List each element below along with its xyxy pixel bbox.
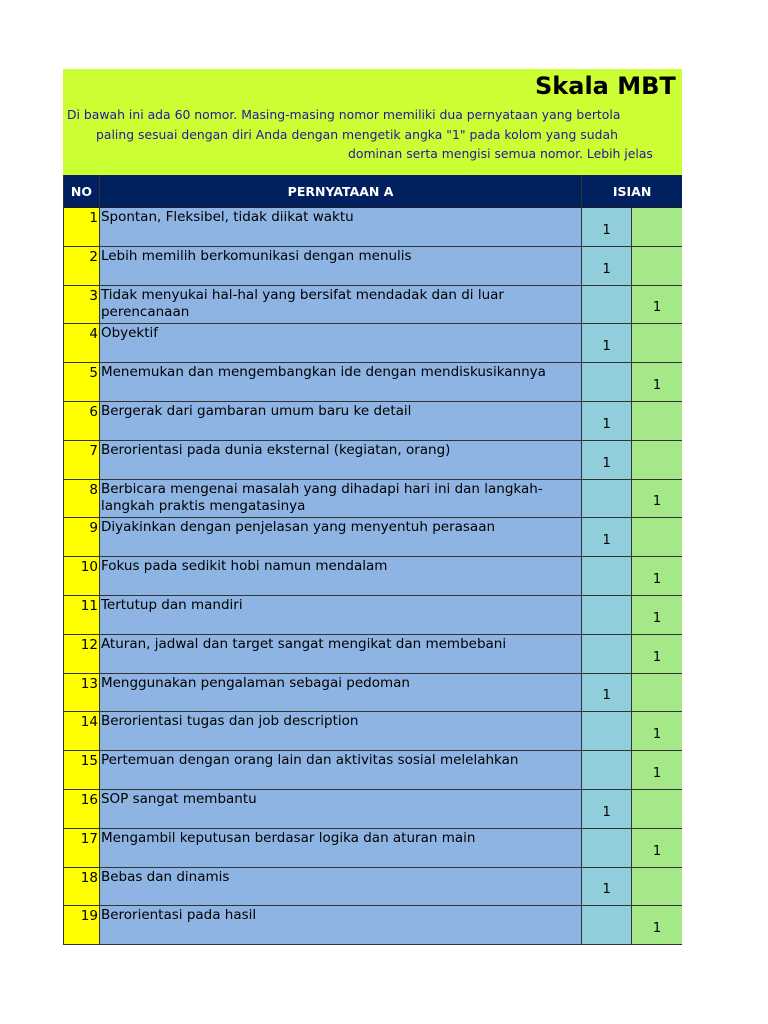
answer-a-cell[interactable]: 1 xyxy=(582,402,632,440)
statement-cell: Berbicara mengenai masalah yang dihadapi hari ini dan langkah-langkah praktis mengatasinya xyxy=(100,480,582,518)
answer-a-cell[interactable] xyxy=(582,712,632,750)
answer-b-cell[interactable]: 1 xyxy=(632,829,682,867)
answer-b-cell[interactable] xyxy=(632,441,682,479)
answer-b-cell[interactable] xyxy=(632,674,682,712)
answer-a-cell[interactable]: 1 xyxy=(582,247,632,285)
statement-cell: Aturan, jadwal dan target sangat mengikat dan membebani xyxy=(100,635,582,673)
table-row xyxy=(64,324,682,363)
answer-b-cell[interactable] xyxy=(632,518,682,556)
table-row xyxy=(64,208,682,247)
table-row xyxy=(64,363,682,402)
answer-b-cell[interactable]: 1 xyxy=(632,751,682,789)
row-number-cell: 16 xyxy=(64,790,100,828)
answer-a-cell[interactable] xyxy=(582,480,632,518)
statement-cell: Spontan, Fleksibel, tidak diikat waktu xyxy=(100,208,582,246)
row-number-cell: 1 xyxy=(64,208,100,246)
answer-a-cell[interactable]: 1 xyxy=(582,208,632,246)
answer-a-cell[interactable] xyxy=(582,363,632,401)
row-number-cell: 18 xyxy=(64,868,100,906)
answer-a-cell[interactable] xyxy=(582,751,632,789)
statement-cell: Mengambil keputusan berdasar logika dan aturan main xyxy=(100,829,582,867)
answer-a-cell[interactable] xyxy=(582,635,632,673)
table-row xyxy=(64,596,682,635)
sheet-header xyxy=(63,69,682,175)
statement-cell: Berorientasi pada dunia eksternal (kegiatan, orang) xyxy=(100,441,582,479)
table-row xyxy=(64,518,682,557)
answer-b-cell[interactable]: 1 xyxy=(632,712,682,750)
statement-cell: Bergerak dari gambaran umum baru ke detail xyxy=(100,402,582,440)
row-number-cell: 4 xyxy=(64,324,100,362)
answer-a-cell[interactable]: 1 xyxy=(582,441,632,479)
answer-a-cell[interactable]: 1 xyxy=(582,674,632,712)
answer-a-cell[interactable]: 1 xyxy=(582,790,632,828)
answer-a-cell[interactable]: 1 xyxy=(582,868,632,906)
answer-b-cell[interactable]: 1 xyxy=(632,480,682,518)
answer-b-cell[interactable] xyxy=(632,208,682,246)
statement-cell: Tidak menyukai hal-hal yang bersifat mendadak dan di luar perencanaan xyxy=(100,286,582,324)
answer-a-cell[interactable] xyxy=(582,829,632,867)
row-number-cell: 5 xyxy=(64,363,100,401)
statement-cell: Bebas dan dinamis xyxy=(100,868,582,906)
row-number-cell: 2 xyxy=(64,247,100,285)
col-header-statement: PERNYATAAN A xyxy=(100,175,582,207)
row-number-cell: 15 xyxy=(64,751,100,789)
table-row xyxy=(64,402,682,441)
answer-a-cell[interactable] xyxy=(582,557,632,595)
answer-b-cell[interactable]: 1 xyxy=(632,635,682,673)
table-row xyxy=(64,751,682,790)
table-row xyxy=(64,712,682,751)
statement-cell: Obyektif xyxy=(100,324,582,362)
statement-cell: Pertemuan dengan orang lain dan aktivitas sosial melelahkan xyxy=(100,751,582,789)
row-number-cell: 13 xyxy=(64,674,100,712)
instruction-line: dominan serta mengisi semua nomor. Lebih jelas xyxy=(348,146,653,161)
answer-a-cell[interactable] xyxy=(582,596,632,634)
row-number-cell: 14 xyxy=(64,712,100,750)
table-row xyxy=(64,480,682,519)
row-number-cell: 17 xyxy=(64,829,100,867)
table-row xyxy=(64,829,682,868)
row-number-cell: 3 xyxy=(64,286,100,324)
instruction-line: paling sesuai dengan diri Anda dengan mengetik angka "1" pada kolom yang sudah xyxy=(96,126,618,142)
answer-b-cell[interactable]: 1 xyxy=(632,286,682,324)
table-row xyxy=(64,868,682,907)
answer-b-cell[interactable] xyxy=(632,324,682,362)
row-number-cell: 10 xyxy=(64,557,100,595)
spreadsheet xyxy=(63,69,682,945)
table-row xyxy=(64,790,682,829)
table-row xyxy=(64,286,682,325)
answer-b-cell[interactable]: 1 xyxy=(632,596,682,634)
row-number-cell: 7 xyxy=(64,441,100,479)
answer-a-cell[interactable]: 1 xyxy=(582,518,632,556)
answer-b-cell[interactable]: 1 xyxy=(632,906,682,944)
answer-a-cell[interactable] xyxy=(582,906,632,944)
table-header-row xyxy=(64,175,682,208)
statement-cell: Lebih memilih berkomunikasi dengan menulis xyxy=(100,247,582,285)
answer-a-cell[interactable]: 1 xyxy=(582,324,632,362)
statement-cell: Berorientasi pada hasil xyxy=(100,906,582,944)
statement-cell: Menemukan dan mengembangkan ide dengan mendiskusikannya xyxy=(100,363,582,401)
table-row xyxy=(64,441,682,480)
table-row xyxy=(64,557,682,596)
row-number-cell: 12 xyxy=(64,635,100,673)
statement-cell: Menggunakan pengalaman sebagai pedoman xyxy=(100,674,582,712)
answer-b-cell[interactable] xyxy=(632,247,682,285)
table-row xyxy=(64,635,682,674)
answer-b-cell[interactable] xyxy=(632,868,682,906)
sheet-title: Skala MBT xyxy=(535,72,676,100)
statement-cell: Tertutup dan mandiri xyxy=(100,596,582,634)
statement-cell: Fokus pada sedikit hobi namun mendalam xyxy=(100,557,582,595)
instruction-line: Di bawah ini ada 60 nomor. Masing-masing nomor memiliki dua pernyataan yang bertola xyxy=(67,107,621,122)
statement-cell: Diyakinkan dengan penjelasan yang menyentuh perasaan xyxy=(100,518,582,556)
table-row xyxy=(64,906,682,945)
row-number-cell: 19 xyxy=(64,906,100,944)
row-number-cell: 11 xyxy=(64,596,100,634)
row-number-cell: 9 xyxy=(64,518,100,556)
row-number-cell: 8 xyxy=(64,480,100,518)
answer-b-cell[interactable]: 1 xyxy=(632,557,682,595)
row-number-cell: 6 xyxy=(64,402,100,440)
table-body xyxy=(64,208,682,945)
statement-cell: Berorientasi tugas dan job description xyxy=(100,712,582,750)
answer-b-cell[interactable] xyxy=(632,402,682,440)
mbti-table xyxy=(63,175,682,945)
answer-b-cell[interactable]: 1 xyxy=(632,363,682,401)
answer-b-cell[interactable] xyxy=(632,790,682,828)
instructions xyxy=(63,105,682,164)
answer-a-cell[interactable] xyxy=(582,286,632,324)
statement-cell: SOP sangat membantu xyxy=(100,790,582,828)
table-row xyxy=(64,674,682,713)
table-row xyxy=(64,247,682,286)
col-header-no: NO xyxy=(64,175,100,207)
col-header-answer: ISIAN xyxy=(612,183,652,199)
